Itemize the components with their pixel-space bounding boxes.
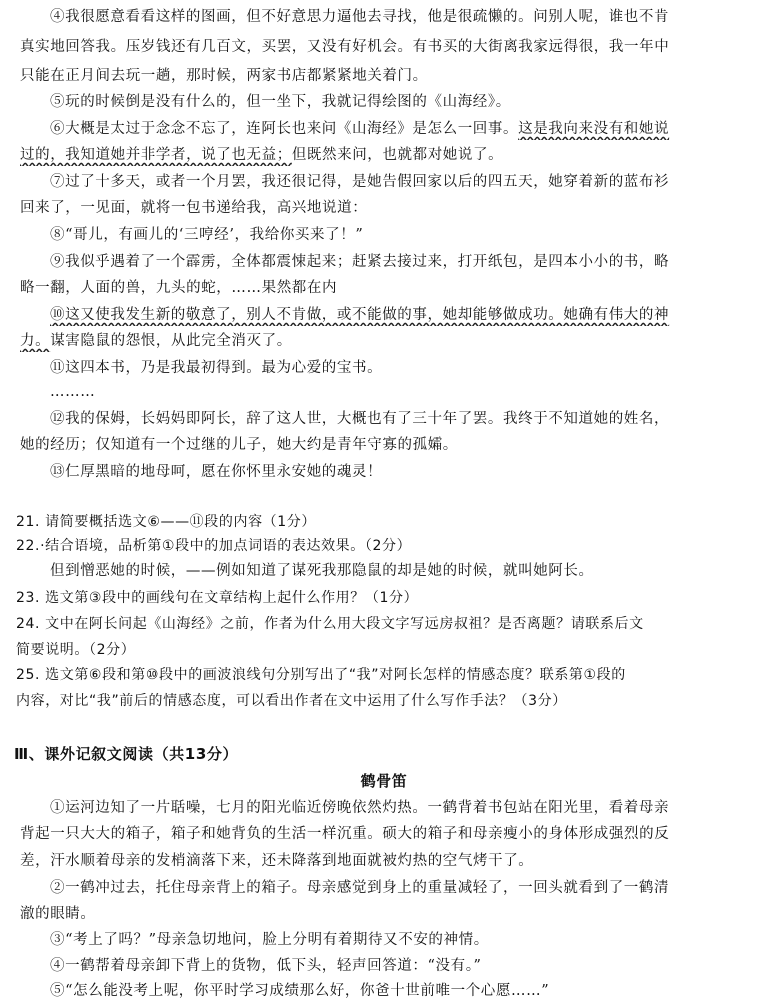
passage-line: ①运河边知了一片聒噪，七月的阳光临近傍晚依然灼热。一鹤背着书包站在阳光里，看着母亲: [50, 800, 670, 816]
question-22: 22.·结合语境，品析第①段中的加点词语的表达效果。（2分）: [16, 538, 412, 554]
passage-line: [20, 144, 750, 166]
wavy-underlined-sentence: 力。: [20, 333, 51, 349]
passage-line: [20, 330, 750, 352]
passage-line: 回来了，一见面，就将一包书递给我，高兴地说道：: [20, 200, 368, 216]
passage-line: ④我很愿意看看这样的图画，但不好意思力逼他去寻找，他是很疏懒的。问别人呢，谁也不肯: [50, 9, 670, 25]
passage-line: ⑪这四本书，乃是我最初得到。最为心爱的宝书。: [50, 360, 383, 376]
passage-line: ⑧“哥儿，有画儿的‘三哼经’，我给你买来了！”: [50, 227, 364, 243]
passage-text: 谋害隐鼠的怨恨，从此完全消灭了。: [50, 333, 292, 349]
passage-line: ⑨我似乎遇着了一个霹雳，全体都震悚起来；赶紧去接过来，打开纸包，是四本小小的书，略: [50, 254, 670, 270]
question-25-cont: 内容，对比“我”前后的情感态度，可以看出作者在文中运用了什么写作手法？（3分）: [16, 693, 567, 709]
passage-line: 差，汗水顺着母亲的发梢滴落下来，还未降落到地面就被灼热的空气烤干了。: [20, 853, 534, 869]
passage-line: ⑤玩的时候倒是没有什么的，但一坐下，我就记得绘图的《山海经》。: [50, 94, 511, 110]
question-21: 21. 请简要概括选文⑥——⑪段的内容（1分）: [16, 514, 316, 530]
section-heading: Ⅲ、课外记叙文阅读（共13分）: [14, 745, 239, 763]
wavy-underlined-sentence: ⑩这又使我发生新的敬意了，别人不肯做，或不能做的事，她却能够做成功。她确有伟大的神: [50, 307, 670, 323]
passage-line: 她的经历；仅知道有一个过继的儿子，她大约是青年守寡的孤孀。: [20, 437, 458, 453]
passage-line: ④一鹤帮着母亲卸下背上的货物，低下头，轻声回答道：“没有。”: [50, 958, 482, 974]
passage-line: ⑬仁厚黑暗的地母呵，愿在你怀里永安她的魂灵！: [50, 464, 383, 480]
passage-text: 但既然来问，也就都对她说了。: [291, 147, 504, 163]
passage-line: ⑤“怎么能没考上呢，你平时学习成绩那么好，你爸十世前唯一个心愿……”: [50, 983, 550, 999]
question-24-cont: 简要说明。（2分）: [16, 642, 136, 658]
passage-line: ⑫我的保姆，长妈妈即阿长，辞了这人世，大概也有了三十年了罢。我终于不知道她的姓名，: [50, 411, 670, 427]
question-24: 24. 文中在阿长问起《山海经》之前，作者为什么用大段文字写远房叔祖？是否离题？请联系后文: [16, 616, 644, 632]
article-title: 鹤骨笛: [360, 772, 408, 790]
question-23: 23. 选文第③段中的画线句在文章结构上起什么作用？（1分）: [16, 590, 419, 606]
passage-line: 真实地回答我。压岁钱还有几百文，买罢，又没有好机会。有书买的大街离我家远得很，我一年中: [20, 39, 670, 55]
passage-line: 略一翻，人面的兽，九头的蛇，……果然都在内: [20, 280, 338, 296]
passage-line: 只能在正月间去玩一趟，那时候，两家书店都紧紧地关着门。: [20, 68, 428, 84]
passage-line: [50, 118, 750, 140]
passage-line: ②一鹤冲过去，托住母亲背上的箱子。母亲感觉到身上的重量减轻了，一回头就看到了一鹤清: [50, 880, 670, 896]
ellipsis: ………: [50, 384, 96, 400]
passage-text: ⑥大概是太过于念念不忘了，连阿长也来问《山海经》是怎么一回事。: [50, 121, 519, 137]
passage-line: ③“考上了吗？”母亲急切地问，脸上分明有着期待又不安的神情。: [50, 932, 489, 948]
passage-line: 澈的眼睛。: [20, 906, 96, 922]
question-25: 25. 选文第⑥段和第⑩段中的画波浪线句分别写出了“我”对阿长怎样的情感态度？联系第①段的: [16, 667, 626, 683]
wavy-underlined-sentence: 这是我向来没有和她说: [518, 121, 670, 137]
wavy-underlined-sentence: 过的，我知道她并非学者，说了也无益；: [20, 147, 292, 163]
question-22-quote: [50, 560, 750, 582]
passage-line: 背起一只大大的箱子，箱子和她背负的生活一样沉重。硕大的箱子和母亲瘦小的身体形成强烈的反: [20, 826, 670, 842]
passage-line: ⑦过了十多天，或者一个月罢，我还很记得，是她告假回家以后的四五天，她穿着新的蓝布衫: [50, 174, 670, 190]
quote-text: 但到憎恶她的时候，——例如知道了谋死我那隐鼠的却是她的时候，就叫她阿长。: [50, 563, 594, 579]
